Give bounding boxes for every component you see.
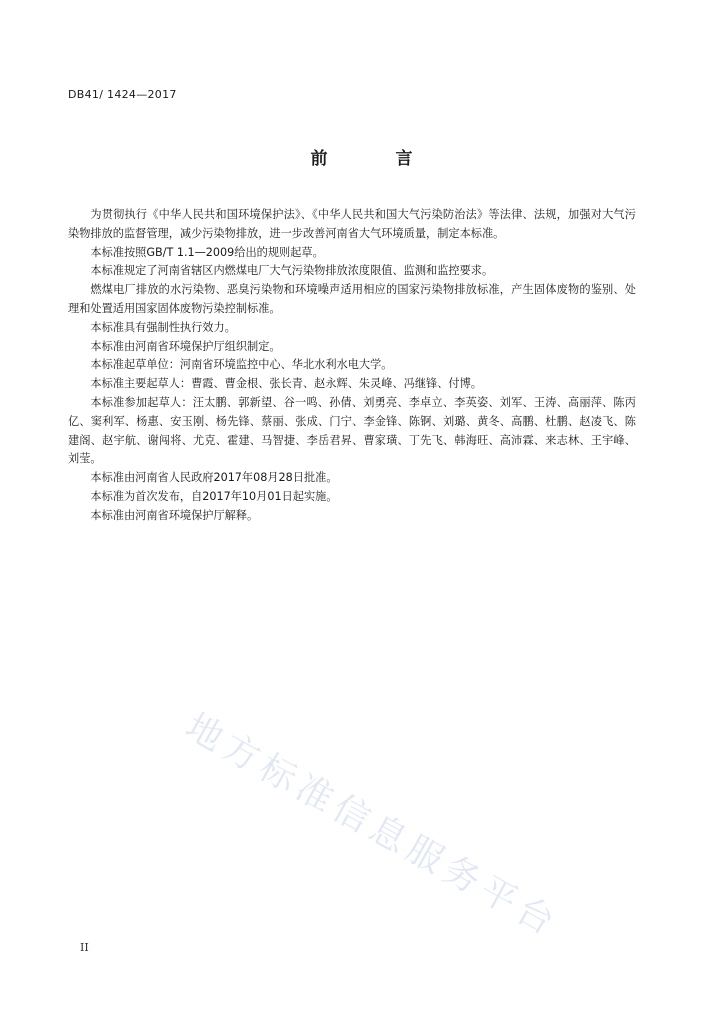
preface-paragraph: 为贯彻执行《中华人民共和国环境保护法》、《中华人民共和国大气污染防治法》等法律、法规，加强对大气污染物排放的监督管理，减少污染物排放，进一步改善河南省大气环境质量，制定本标准。 bbox=[68, 208, 636, 240]
preface-paragraph: 本标准参加起草人：汪太鹏、郭新望、谷一鸣、孙倩、刘勇亮、李卓立、李英姿、刘军、王涛、高丽萍、陈丙亿、窦利军、杨惠、安玉刚、杨先锋、蔡丽、张成、门宁、李金锋、陈锕、刘璐、黄冬、高鹏、杜鹏、赵凌飞、陈建阁、赵宇航、谢闯将、尤克、霍建、马智捷、李岳君昇、曹家璜、丁先飞、韩海旺、高沛霖、来志林、王宇峰、刘莹。 bbox=[68, 395, 636, 466]
preface-paragraph: 本标准为首次发布，自2017年10月01日起实施。 bbox=[90, 489, 338, 503]
preface-paragraph: 本标准规定了河南省辖区内燃煤电厂大气污染物排放浓度限值、监测和监控要求。 bbox=[90, 264, 494, 278]
page-title: 前 言 bbox=[310, 149, 414, 169]
preface-body bbox=[68, 206, 636, 526]
preface-paragraph: 本标准具有强制性执行效力。 bbox=[90, 320, 236, 334]
preface-paragraph: 本标准由河南省环境保护厅组织制定。 bbox=[90, 339, 281, 353]
document-code: DB41/ 1424—2017 bbox=[68, 88, 177, 101]
preface-paragraph: 燃煤电厂排放的水污染物、恶臭污染物和环境噪声适用相应的国家污染物排放标准，产生固体废物的鉴别、处理和处置适用国家固体废物污染控制标准。 bbox=[68, 283, 636, 315]
preface-paragraph: 本标准主要起草人：曹霞、曹金根、张长青、赵永辉、朱灵峰、冯继锋、付博。 bbox=[90, 377, 482, 391]
page-number: II bbox=[80, 941, 89, 954]
preface-paragraph: 本标准起草单位：河南省环境监控中心、华北水利水电大学。 bbox=[90, 358, 393, 372]
preface-paragraph: 本标准按照GB/T 1.1—2009给出的规则起草。 bbox=[90, 245, 324, 259]
preface-paragraph: 本标准由河南省人民政府2017年08月28日批准。 bbox=[90, 471, 338, 485]
watermark: 地方标准信息服务平台 bbox=[178, 706, 566, 946]
preface-paragraph: 本标准由河南省环境保护厅解释。 bbox=[90, 508, 259, 522]
